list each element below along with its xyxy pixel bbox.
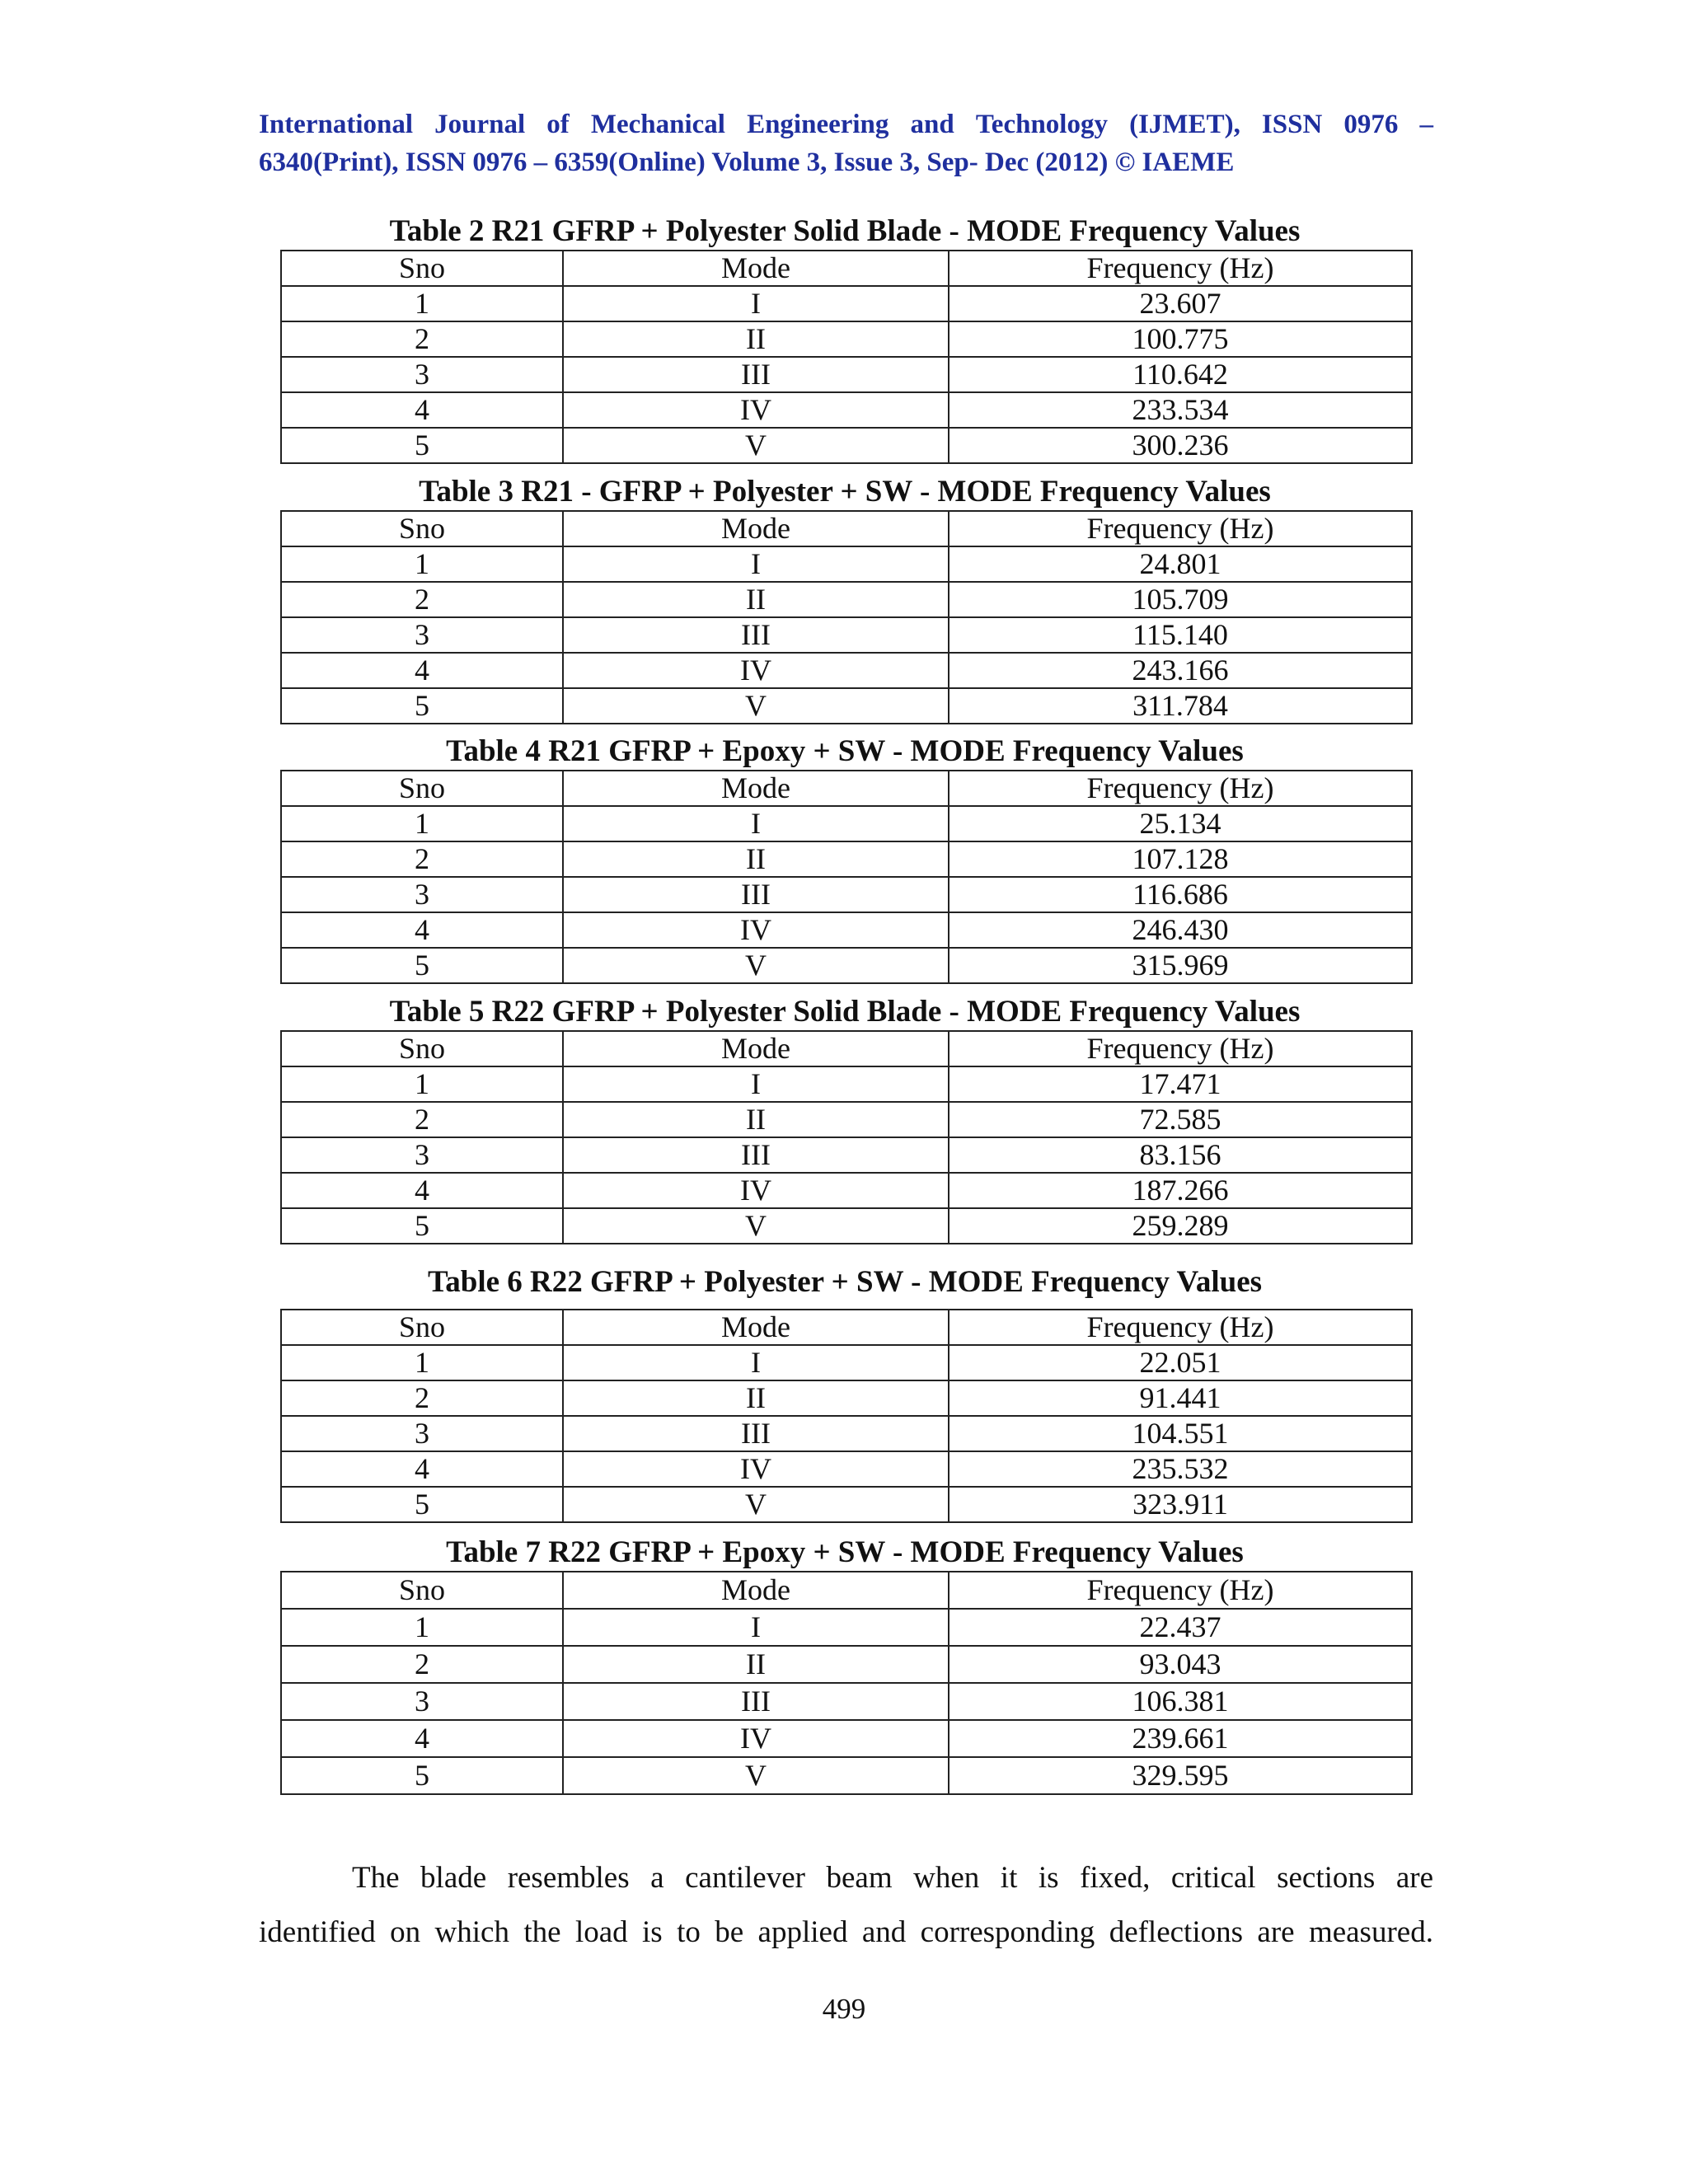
table-row bbox=[281, 1345, 1412, 1380]
table-cell: 3 bbox=[281, 877, 563, 912]
table-cell: 235.532 bbox=[949, 1451, 1412, 1487]
word: blade bbox=[420, 1861, 487, 1895]
table-cell: I bbox=[563, 546, 949, 582]
table-caption: Table 2 R21 GFRP + Polyester Solid Blade - MODE Frequency Values bbox=[389, 214, 1301, 248]
table-caption: Table 4 R21 GFRP + Epoxy + SW - MODE Frequency Values bbox=[446, 734, 1244, 768]
header-word: Journal bbox=[434, 110, 526, 139]
table-cell: V bbox=[563, 428, 949, 463]
table-cell: III bbox=[563, 1137, 949, 1173]
table-header-row bbox=[281, 1310, 1412, 1345]
table-caption: Table 5 R22 GFRP + Polyester Solid Blade - MODE Frequency Values bbox=[389, 995, 1301, 1029]
table-row bbox=[281, 1757, 1412, 1794]
table-cell: 329.595 bbox=[949, 1757, 1412, 1794]
word: be bbox=[715, 1915, 744, 1949]
word: are bbox=[1395, 1861, 1433, 1895]
frequency-table bbox=[280, 1309, 1413, 1523]
table-cell: I bbox=[563, 1345, 949, 1380]
table-cell: 91.441 bbox=[949, 1380, 1412, 1416]
table-cell: 5 bbox=[281, 948, 563, 983]
table-cell: 311.784 bbox=[949, 688, 1412, 724]
table-cell: V bbox=[563, 1208, 949, 1244]
word: the bbox=[523, 1915, 561, 1949]
header-word: of bbox=[546, 110, 570, 139]
table-cell: 4 bbox=[281, 653, 563, 688]
table-cell: I bbox=[563, 806, 949, 841]
header-cell: Mode bbox=[563, 1310, 949, 1345]
table-cell: 4 bbox=[281, 1720, 563, 1757]
table-cell: 5 bbox=[281, 688, 563, 724]
table-cell: 2 bbox=[281, 841, 563, 877]
table-cell: 2 bbox=[281, 582, 563, 617]
table-row bbox=[281, 1720, 1412, 1757]
table-cell: III bbox=[563, 877, 949, 912]
frequency-table bbox=[280, 250, 1413, 464]
table-cell: 243.166 bbox=[949, 653, 1412, 688]
header-cell: Sno bbox=[281, 771, 563, 806]
table-cell: V bbox=[563, 1487, 949, 1522]
table-cell: 1 bbox=[281, 1345, 563, 1380]
table-cell: 116.686 bbox=[949, 877, 1412, 912]
table-cell: 115.140 bbox=[949, 617, 1412, 653]
header-cell: Sno bbox=[281, 1572, 563, 1609]
table-cell: 259.289 bbox=[949, 1208, 1412, 1244]
table-cell: 4 bbox=[281, 1451, 563, 1487]
header-word: ISSN bbox=[1261, 110, 1323, 139]
word: beam bbox=[826, 1861, 893, 1895]
table-cell: 3 bbox=[281, 1416, 563, 1451]
table-cell: II bbox=[563, 1102, 949, 1137]
table-cell: 300.236 bbox=[949, 428, 1412, 463]
header-word: Engineering bbox=[747, 110, 889, 139]
word: on bbox=[390, 1915, 421, 1949]
table-cell: 233.534 bbox=[949, 392, 1412, 428]
table-cell: I bbox=[563, 286, 949, 321]
table-row bbox=[281, 1137, 1412, 1173]
word: cantilever bbox=[685, 1861, 805, 1895]
word: a bbox=[650, 1861, 664, 1895]
word: it bbox=[1000, 1861, 1018, 1895]
table-cell: IV bbox=[563, 392, 949, 428]
table-cell: 72.585 bbox=[949, 1102, 1412, 1137]
table-cell: 22.051 bbox=[949, 1345, 1412, 1380]
table-cell: 25.134 bbox=[949, 806, 1412, 841]
table-cell: IV bbox=[563, 912, 949, 948]
table-header-row bbox=[281, 1572, 1412, 1609]
table-cell: II bbox=[563, 321, 949, 357]
table-cell: 1 bbox=[281, 546, 563, 582]
table-row bbox=[281, 1208, 1412, 1244]
table-row bbox=[281, 582, 1412, 617]
table-cell: 3 bbox=[281, 357, 563, 392]
page-number: 499 bbox=[822, 1993, 866, 2025]
table-cell: IV bbox=[563, 653, 949, 688]
table-cell: 106.381 bbox=[949, 1683, 1412, 1720]
word: and bbox=[861, 1915, 907, 1949]
table-row bbox=[281, 1380, 1412, 1416]
table-row bbox=[281, 1609, 1412, 1646]
table-row bbox=[281, 688, 1412, 724]
word: applied bbox=[757, 1915, 848, 1949]
table-row bbox=[281, 841, 1412, 877]
table-row bbox=[281, 1102, 1412, 1137]
table-cell: 4 bbox=[281, 912, 563, 948]
table-cell: 5 bbox=[281, 1208, 563, 1244]
frequency-table bbox=[280, 1030, 1413, 1244]
table-cell: 3 bbox=[281, 1683, 563, 1720]
table-cell: 4 bbox=[281, 392, 563, 428]
table-header-row bbox=[281, 251, 1412, 286]
header-cell: Sno bbox=[281, 1310, 563, 1345]
header-cell: Frequency (Hz) bbox=[949, 251, 1412, 286]
paragraph-line bbox=[259, 1851, 1433, 1905]
table-cell: 23.607 bbox=[949, 286, 1412, 321]
table-cell: 246.430 bbox=[949, 912, 1412, 948]
table-cell: 5 bbox=[281, 1757, 563, 1794]
header-cell: Sno bbox=[281, 1031, 563, 1066]
word: is bbox=[642, 1915, 663, 1949]
table-cell: 105.709 bbox=[949, 582, 1412, 617]
word: deflections bbox=[1109, 1915, 1244, 1949]
table-row bbox=[281, 1066, 1412, 1102]
table-row bbox=[281, 546, 1412, 582]
table-row bbox=[281, 1451, 1412, 1487]
table-cell: IV bbox=[563, 1720, 949, 1757]
word: to bbox=[677, 1915, 701, 1949]
table-row bbox=[281, 1173, 1412, 1208]
header-cell: Frequency (Hz) bbox=[949, 511, 1412, 546]
table-cell: 2 bbox=[281, 1646, 563, 1683]
header-cell: Frequency (Hz) bbox=[949, 1310, 1412, 1345]
table-cell: 1 bbox=[281, 286, 563, 321]
table-row bbox=[281, 1646, 1412, 1683]
table-cell: 110.642 bbox=[949, 357, 1412, 392]
table-row bbox=[281, 912, 1412, 948]
table-caption: Table 7 R22 GFRP + Epoxy + SW - MODE Frequency Values bbox=[446, 1535, 1244, 1569]
header-cell: Mode bbox=[563, 511, 949, 546]
table-row bbox=[281, 1683, 1412, 1720]
table-row bbox=[281, 948, 1412, 983]
table-cell: 323.911 bbox=[949, 1487, 1412, 1522]
word: resembles bbox=[507, 1861, 630, 1895]
word: The bbox=[352, 1861, 400, 1895]
paragraph-line bbox=[259, 1905, 1433, 1960]
header-word: International bbox=[259, 110, 414, 139]
table-cell: 1 bbox=[281, 1609, 563, 1646]
word: critical bbox=[1170, 1861, 1256, 1895]
table-cell: 239.661 bbox=[949, 1720, 1412, 1757]
word: which bbox=[434, 1915, 509, 1949]
table-cell: II bbox=[563, 1646, 949, 1683]
header-word: Mechanical bbox=[590, 110, 725, 139]
table-cell: 187.266 bbox=[949, 1173, 1412, 1208]
table-cell: III bbox=[563, 617, 949, 653]
table-cell: 100.775 bbox=[949, 321, 1412, 357]
table-cell: 315.969 bbox=[949, 948, 1412, 983]
table-cell: 1 bbox=[281, 806, 563, 841]
table-cell: 2 bbox=[281, 321, 563, 357]
table-cell: IV bbox=[563, 1173, 949, 1208]
table-cell: 3 bbox=[281, 617, 563, 653]
header-cell: Frequency (Hz) bbox=[949, 1031, 1412, 1066]
word: is bbox=[1038, 1861, 1059, 1895]
header-cell: Mode bbox=[563, 771, 949, 806]
table-caption: Table 3 R21 - GFRP + Polyester + SW - MODE Frequency Values bbox=[419, 475, 1271, 509]
table-cell: 83.156 bbox=[949, 1137, 1412, 1173]
journal-header-line2: 6340(Print), ISSN 0976 – 6359(Online) Volume 3, Issue 3, Sep- Dec (2012) © IAEME bbox=[259, 148, 1235, 177]
table-row bbox=[281, 321, 1412, 357]
table-row bbox=[281, 877, 1412, 912]
header-cell: Sno bbox=[281, 251, 563, 286]
table-header-row bbox=[281, 511, 1412, 546]
table-row bbox=[281, 357, 1412, 392]
table-header-row bbox=[281, 1031, 1412, 1066]
table-cell: V bbox=[563, 948, 949, 983]
table-cell: 104.551 bbox=[949, 1416, 1412, 1451]
table-row bbox=[281, 286, 1412, 321]
header-word: (IJMET), bbox=[1129, 110, 1240, 139]
table-row bbox=[281, 653, 1412, 688]
table-cell: III bbox=[563, 1416, 949, 1451]
table-row bbox=[281, 1416, 1412, 1451]
header-cell: Mode bbox=[563, 1572, 949, 1609]
journal-header bbox=[259, 105, 1433, 181]
word: are bbox=[1257, 1915, 1295, 1949]
table-row bbox=[281, 428, 1412, 463]
table-cell: 5 bbox=[281, 1487, 563, 1522]
table-cell: II bbox=[563, 582, 949, 617]
table-cell: V bbox=[563, 688, 949, 724]
table-row bbox=[281, 617, 1412, 653]
table-cell: 1 bbox=[281, 1066, 563, 1102]
body-paragraph bbox=[259, 1851, 1433, 1960]
table-cell: 93.043 bbox=[949, 1646, 1412, 1683]
table-caption: Table 6 R22 GFRP + Polyester + SW - MODE Frequency Values bbox=[427, 1265, 1263, 1299]
frequency-table bbox=[280, 1571, 1413, 1795]
table-cell: III bbox=[563, 357, 949, 392]
word: sections bbox=[1277, 1861, 1376, 1895]
table-cell: 22.437 bbox=[949, 1609, 1412, 1646]
table-cell: 3 bbox=[281, 1137, 563, 1173]
table-cell: 2 bbox=[281, 1102, 563, 1137]
table-row bbox=[281, 1487, 1412, 1522]
header-word: 0976 bbox=[1343, 110, 1399, 139]
word: corresponding bbox=[920, 1915, 1095, 1949]
table-cell: 5 bbox=[281, 428, 563, 463]
table-row bbox=[281, 806, 1412, 841]
table-cell: 17.471 bbox=[949, 1066, 1412, 1102]
journal-header-line1 bbox=[259, 105, 1433, 143]
table-header-row bbox=[281, 771, 1412, 806]
frequency-table bbox=[280, 770, 1413, 984]
table-cell: 2 bbox=[281, 1380, 563, 1416]
table-cell: IV bbox=[563, 1451, 949, 1487]
header-cell: Frequency (Hz) bbox=[949, 771, 1412, 806]
word: when bbox=[913, 1861, 980, 1895]
header-cell: Mode bbox=[563, 1031, 949, 1066]
header-cell: Sno bbox=[281, 511, 563, 546]
word: fixed, bbox=[1080, 1861, 1151, 1895]
word: identified bbox=[259, 1915, 376, 1949]
table-cell: 4 bbox=[281, 1173, 563, 1208]
table-cell: II bbox=[563, 841, 949, 877]
table-cell: I bbox=[563, 1066, 949, 1102]
table-row bbox=[281, 392, 1412, 428]
table-cell: II bbox=[563, 1380, 949, 1416]
header-cell: Mode bbox=[563, 251, 949, 286]
word: load bbox=[574, 1915, 628, 1949]
frequency-table bbox=[280, 510, 1413, 724]
table-cell: 24.801 bbox=[949, 546, 1412, 582]
table-cell: III bbox=[563, 1683, 949, 1720]
header-word: and bbox=[910, 110, 954, 139]
table-cell: 107.128 bbox=[949, 841, 1412, 877]
header-word: Technology bbox=[975, 110, 1108, 139]
table-cell: V bbox=[563, 1757, 949, 1794]
word: measured. bbox=[1308, 1915, 1433, 1949]
header-cell: Frequency (Hz) bbox=[949, 1572, 1412, 1609]
table-cell: I bbox=[563, 1609, 949, 1646]
header-word: – bbox=[1419, 110, 1433, 139]
